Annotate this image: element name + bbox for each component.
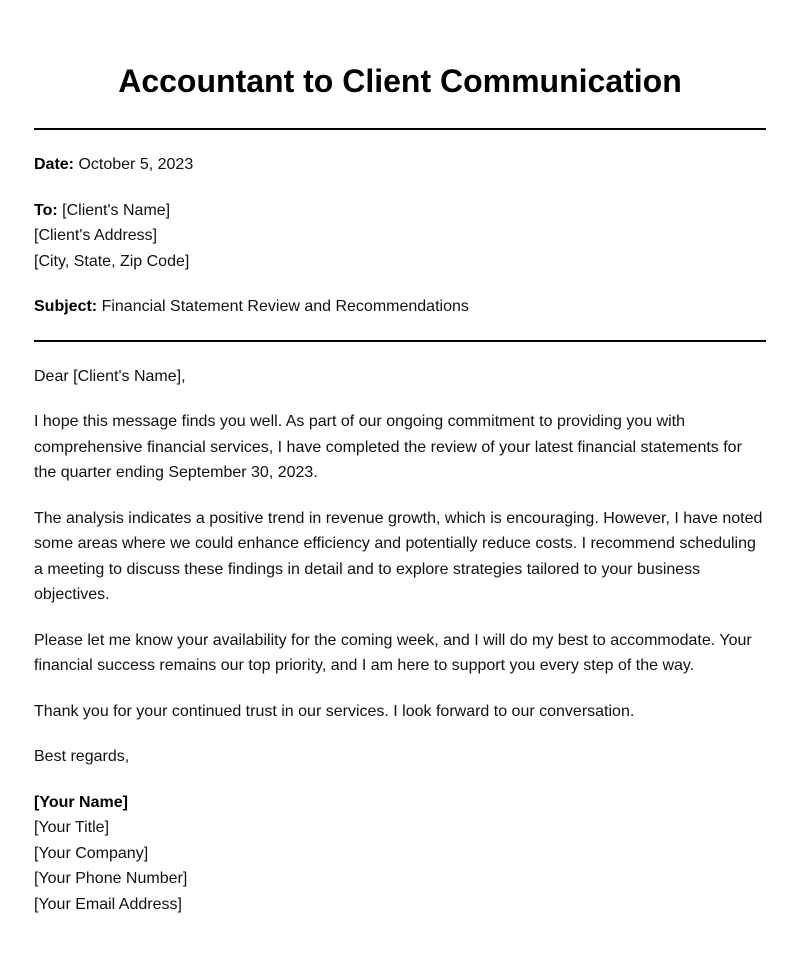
subject-value: Financial Statement Review and Recommendations (101, 298, 469, 315)
recipient-name: [Client's Name] (62, 201, 171, 219)
recipient-city: [City, State, Zip Code] (34, 252, 190, 270)
body-paragraph: Thank you for your continued trust in our services. I look forward to our conversation. (34, 702, 635, 720)
signature-phone: [Your Phone Number] (34, 870, 188, 887)
body-paragraph: I hope this message finds you well. As part of our ongoing commitment to providing you with comprehensive financial services, I have completed the review of your latest financial statements for the quarter ending September 30, 2023. (34, 413, 742, 481)
page-title: Accountant to Client Communication (118, 63, 682, 99)
subject-label: Subject: (34, 298, 98, 315)
signature-block (34, 790, 766, 918)
top-divider (34, 128, 766, 130)
body-paragraph: Please let me know your availability for the coming week, and I will do my best to accommodate. Your financial success remains our top priority, and I am here to support you every step of the way. (34, 631, 752, 674)
signature-name: [Your Name] (34, 793, 128, 811)
signature-company: [Your Company] (34, 844, 149, 862)
date-line (34, 152, 766, 178)
greeting: Dear [Client's Name], (34, 367, 186, 385)
recipient-name-line (34, 198, 766, 224)
closing: Best regards, (34, 748, 130, 765)
signature-email: [Your Email Address] (34, 895, 182, 913)
signature-title: [Your Title] (34, 819, 110, 836)
letter-page (34, 0, 766, 917)
recipient-address: [Client's Address] (34, 227, 158, 244)
recipient-block (34, 198, 766, 275)
body-paragraph: The analysis indicates a positive trend in revenue growth, which is encouraging. However, I have noted some areas where we could enhance efficiency and potentially reduce costs. I recommend scheduling a meeting to discuss these findings in detail and to explore strategies tailored to your business objectives. (34, 509, 763, 603)
date-value: October 5, 2023 (78, 156, 194, 173)
date-label: Date: (34, 156, 75, 173)
middle-divider (34, 340, 766, 342)
subject-line (34, 294, 766, 320)
to-label: To: (34, 201, 58, 219)
